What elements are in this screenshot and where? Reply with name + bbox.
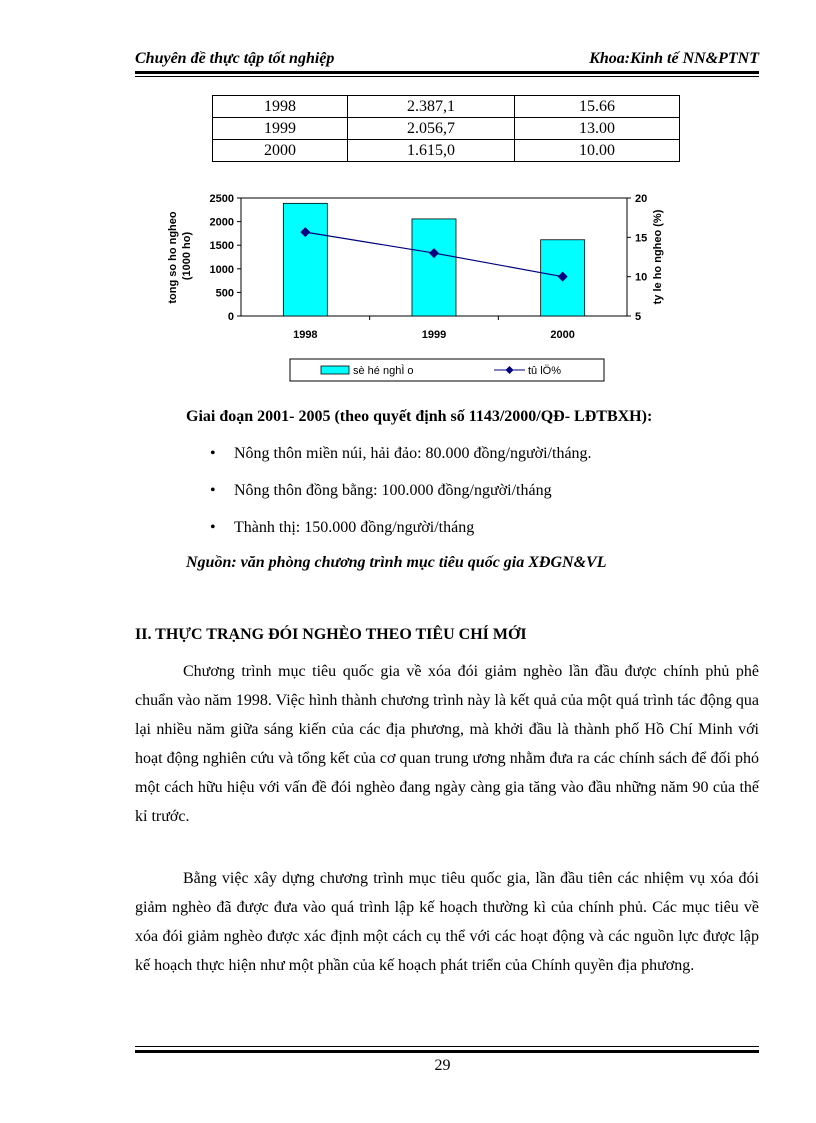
section-title: II. THỰC TRẠNG ĐÓI NGHÈO THEO TIÊU CHÍ MỚI (135, 626, 527, 643)
policy-list (210, 443, 592, 554)
list-item: • Nông thôn đồng bằng: 100.000 đồng/người/tháng (210, 480, 592, 517)
x-axis (293, 316, 575, 341)
page-number: 29 (434, 1057, 451, 1074)
legend-line-label: tû lÖ% (528, 365, 562, 377)
x-tick-label: 1999 (421, 329, 447, 341)
table-row (213, 96, 680, 118)
poverty-data-table (212, 95, 680, 162)
paragraph: Bằng việc xây dựng chương trình mục tiêu quốc gia, lần đầu tiên các nhiệm vụ xóa đói giảm nghèo đã được đưa vào quá trình lập kế hoạch thường kì của chính phủ. Các mục tiêu về xóa đói giảm nghèo được xác định một cách cụ thể với các hoạt động và các nguồn lực được lập kế hoạch thực hiện như một phần của kế hoạch phát triển của Chính quyền địa phương. (135, 870, 759, 974)
left-axis (210, 193, 241, 323)
bar (412, 219, 456, 316)
bar (283, 203, 327, 316)
table-cell: 2000 (213, 140, 348, 162)
header-left-title: Chuyên đề thực tập tốt nghiệp (135, 50, 335, 67)
y-axis-right-label: ty le ho ngheo (%) (652, 209, 664, 305)
y-right-tick-label: 20 (635, 193, 648, 205)
table-cell: 10.00 (515, 140, 680, 162)
footer-rule-thin (135, 1046, 759, 1047)
footer-rule-thick (135, 1050, 759, 1053)
page-header (135, 48, 759, 70)
chart-legend (290, 359, 604, 381)
y-left-tick-label: 2500 (209, 193, 234, 205)
table-row (213, 140, 680, 162)
y-left-tick-label: 0 (227, 311, 234, 323)
y-left-tick-label: 1000 (209, 263, 234, 276)
list-item: • Thành thị: 150.000 đồng/người/tháng (210, 517, 592, 554)
bullet-icon: • (210, 482, 216, 499)
table-cell: 2.387,1 (348, 96, 515, 118)
table-cell: 1998 (213, 96, 348, 118)
x-tick-label: 2000 (550, 329, 575, 341)
y-right-tick-label: 5 (635, 311, 642, 323)
source-note: Nguồn: văn phòng chương trình mục tiêu quốc gia XĐGN&VL (186, 554, 607, 571)
poverty-chart (155, 186, 675, 386)
table-cell: 15.66 (515, 96, 680, 118)
right-axis (627, 193, 647, 323)
legend-bar-label: sè hé nghÌ o (353, 365, 414, 377)
table-row (213, 118, 680, 140)
y-left-tick-label: 1500 (209, 240, 234, 253)
y-right-tick-label: 10 (635, 271, 648, 284)
header-rule-thick (135, 71, 759, 74)
bullet-icon: • (210, 519, 216, 536)
list-item: • Nông thôn miền núi, hải đảo: 80.000 đồng/người/tháng. (210, 443, 592, 480)
header-rule-thin (135, 76, 759, 77)
y-axis-left-label: tong so ho ngheo (1000 ho) (167, 211, 193, 304)
bullet-icon: • (210, 445, 216, 462)
y-left-tick-label: 500 (215, 287, 234, 300)
legend-bar-swatch (321, 366, 349, 374)
y-left-tick-label: 2000 (209, 216, 234, 229)
x-tick-label: 1998 (293, 329, 318, 341)
y-right-tick-label: 15 (635, 232, 648, 245)
table-cell: 13.00 (515, 118, 680, 140)
policy-heading: Giai đoạn 2001- 2005 (theo quyết định số 1143/2000/QĐ- LĐTBXH): (186, 408, 653, 425)
table-cell: 1.615,0 (348, 140, 515, 162)
table-cell: 2.056,7 (348, 118, 515, 140)
header-right-title: Khoa:Kinh tế NN&PTNT (589, 50, 759, 67)
paragraph: Chương trình mục tiêu quốc gia về xóa đói giảm nghèo lần đầu được chính phủ phê chuẩn vào năm 1998. Việc hình thành chương trình này là kết quả của một quá trình tác động qua lại nhiều năm giữa sáng kiến của các địa phương, mà khởi đầu là thành phố Hồ Chí Minh với hoạt động nghiên cứu và tổng kết của cơ quan trung ương nhằm đưa ra các chính sách để đối phó một cách hữu hiệu với vấn đề đói nghèo đang ngày càng gia tăng vào đầu những năm 90 của thế kỉ trước. (135, 663, 759, 825)
table-cell: 1999 (213, 118, 348, 140)
